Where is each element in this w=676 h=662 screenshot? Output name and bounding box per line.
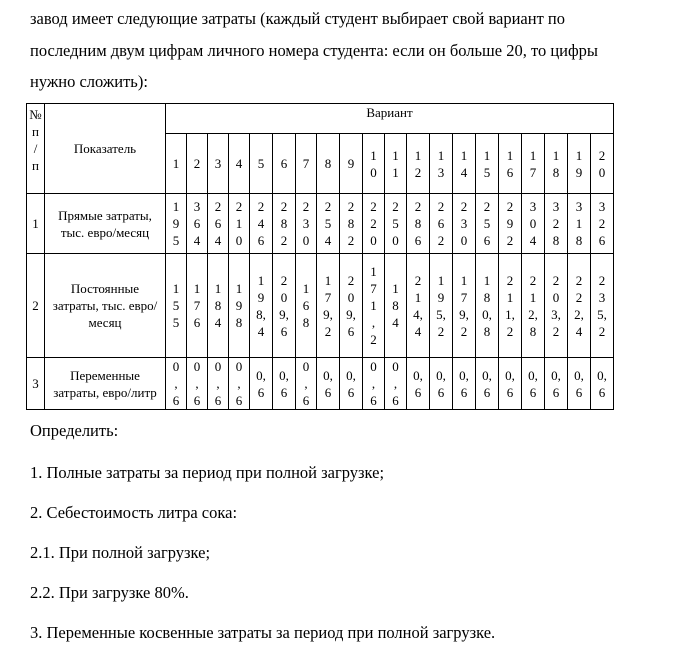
table-cell: 0, 6 [499,358,522,410]
intro-paragraph: завод имеет следующие затраты (каждый студент выбирает свой вариант по последним двум цифрам личного номера студента: если он больше 20, то цифры нужно сложить): [30,9,599,91]
table-cell: 2 0 9, 6 [340,254,363,358]
table-cell: 2 1 1, 2 [499,254,522,358]
table-cell: 1 9 5 [166,194,187,254]
variant-number: 1 1 [385,134,407,194]
table-cell: 2 4 6 [250,194,273,254]
table-cell: 1 8 0, 8 [476,254,499,358]
variant-number: 1 3 [430,134,453,194]
variant-number: 5 [250,134,273,194]
table-cell: 0, 6 [340,358,363,410]
task-2: 2. Себестоимость литра сока: [30,503,238,522]
table-cell: 1 7 1 , 2 [363,254,385,358]
variant-number: 1 7 [522,134,545,194]
num-header: № п / п [27,104,45,194]
table-cell: 0 , 6 [385,358,407,410]
table-cell: 0 , 6 [296,358,317,410]
variant-number: 1 4 [453,134,476,194]
table-cell: 0, 6 [453,358,476,410]
table-cell: 2 6 4 [208,194,229,254]
table-cell: 2 1 0 [229,194,250,254]
table-cell: 1 5 5 [166,254,187,358]
table-cell: 2 5 4 [317,194,340,254]
define-heading: Определить: [30,421,119,440]
variant-number: 3 [208,134,229,194]
variant-number: 1 9 [568,134,591,194]
table-cell: 3 2 8 [545,194,568,254]
row-label: Переменные затраты, евро/литр [45,358,166,410]
table-cell: 0, 6 [476,358,499,410]
variant-number: 1 8 [545,134,568,194]
variant-number: 4 [229,134,250,194]
variant-number: 2 [187,134,208,194]
table-cell: 1 8 4 [385,254,407,358]
table-cell: 2 8 2 [273,194,296,254]
table-cell: 1 7 9, 2 [317,254,340,358]
table-cell: 3 1 8 [568,194,591,254]
table-cell: 3 0 4 [522,194,545,254]
table-cell: 0, 6 [522,358,545,410]
table-cell: 2 3 5, 2 [591,254,614,358]
task-2-2: 2.2. При загрузке 80%. [30,583,189,602]
table-cell: 0, 6 [250,358,273,410]
variant-number: 1 0 [363,134,385,194]
table-cell: 2 5 0 [385,194,407,254]
variant-number: 7 [296,134,317,194]
table-cell: 0, 6 [591,358,614,410]
table-cell: 1 7 6 [187,254,208,358]
table-cell: 2 8 6 [407,194,430,254]
table-cell: 2 8 2 [340,194,363,254]
table-cell: 2 9 2 [499,194,522,254]
table-cell: 1 9 5, 2 [430,254,453,358]
table-cell: 2 2 0 [363,194,385,254]
table-cell: 2 1 4, 4 [407,254,430,358]
table-cell: 0, 6 [430,358,453,410]
table-cell: 3 2 6 [591,194,614,254]
table-cell: 2 1 2, 8 [522,254,545,358]
table-cell: 1 6 8 [296,254,317,358]
variant-number: 9 [340,134,363,194]
row-number: 3 [27,358,45,410]
table-cell: 1 9 8, 4 [250,254,273,358]
variant-number: 1 2 [407,134,430,194]
table-cell: 0 , 6 [229,358,250,410]
table-cell: 2 5 6 [476,194,499,254]
table-cell: 2 2 2, 4 [568,254,591,358]
table-cell: 0, 6 [317,358,340,410]
task-2-1: 2.1. При полной загрузке; [30,543,211,562]
variant-number: 2 0 [591,134,614,194]
table-cell: 0 , 6 [166,358,187,410]
table-cell: 0, 6 [273,358,296,410]
indicator-header: Показатель [45,104,166,194]
variant-number: 1 6 [499,134,522,194]
table-cell: 0 , 6 [208,358,229,410]
table-cell: 1 9 8 [229,254,250,358]
table-cell: 0, 6 [568,358,591,410]
table-cell: 2 3 0 [296,194,317,254]
task-1: 1. Полные затраты за период при полной загрузке; [30,463,385,482]
table-cell: 1 7 9, 2 [453,254,476,358]
row-label: Постоянные затраты, тыс. евро/месяц [45,254,166,358]
table-cell: 2 3 0 [453,194,476,254]
variant-number: 1 5 [476,134,499,194]
table-cell: 0, 6 [545,358,568,410]
table-cell: 3 6 4 [187,194,208,254]
task-3: 3. Переменные косвенные затраты за период при полной загрузке. [30,623,496,642]
cost-table [26,103,614,410]
table-cell: 0 , 6 [363,358,385,410]
table-cell: 0, 6 [407,358,430,410]
variant-number: 1 [166,134,187,194]
table-cell: 2 0 9, 6 [273,254,296,358]
row-number: 2 [27,254,45,358]
variant-number: 8 [317,134,340,194]
row-number: 1 [27,194,45,254]
variant-header: Вариант [166,104,614,134]
table-cell: 1 8 4 [208,254,229,358]
table-cell: 2 6 2 [430,194,453,254]
row-label: Прямые затраты, тыс. евро/месяц [45,194,166,254]
table-cell: 0 , 6 [187,358,208,410]
variant-number: 6 [273,134,296,194]
table-cell: 2 0 3, 2 [545,254,568,358]
